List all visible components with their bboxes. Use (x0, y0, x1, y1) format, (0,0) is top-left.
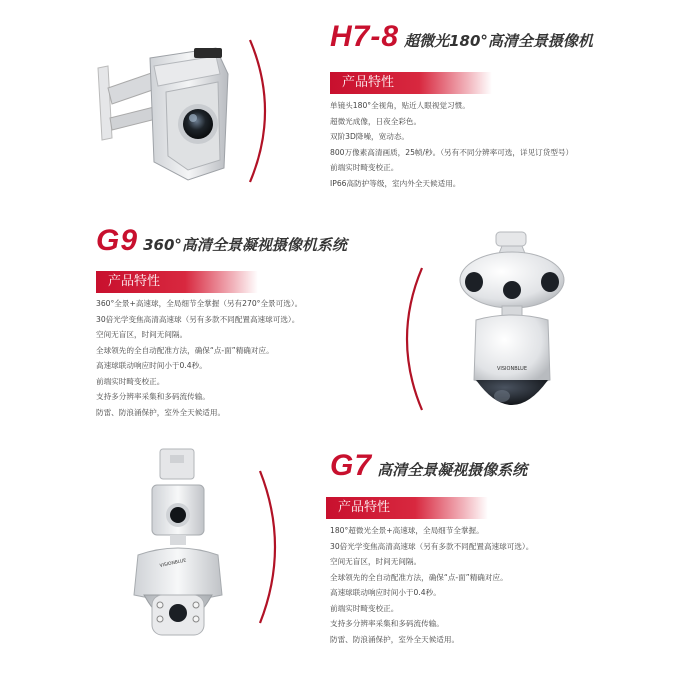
feature-item: 空间无盲区，时间无间隔。 (330, 557, 422, 566)
features-label: 产品特性 (96, 271, 258, 293)
feature-item: 360°全景+高速球，全局细节全掌握（另有270°全景可选）。 (96, 299, 303, 308)
features-label: 产品特性 (326, 497, 488, 519)
model-name: G7 (330, 449, 373, 482)
h7-8-heading (330, 20, 593, 54)
feature-item: 双阶3D降噪，宽动态。 (330, 132, 410, 141)
feature-list (96, 296, 302, 420)
g9-heading (96, 224, 347, 258)
brand-logo-text: VISIONBLUE (496, 366, 528, 372)
feature-item: 800万像素高清画质，25帧/秒。（另有不同分辨率可选，详见订货型号） (330, 147, 574, 157)
feature-item: 全球领先的全自动配准方法，确保“点-面”精确对应。 (96, 345, 274, 355)
product-section-h7-8 (0, 0, 690, 220)
brand-logo-text: VISIONBLUE (159, 558, 187, 569)
feature-item: 30倍光学变焦高清高速球（另有多款不同配置高速球可选）。 (96, 314, 300, 324)
feature-item: 超微光成像，日夜全彩色。 (330, 116, 422, 126)
features-label: 产品特性 (330, 72, 492, 94)
feature-item: 空间无盲区，时间无间隔。 (96, 330, 188, 339)
model-name: H7-8 (330, 20, 400, 53)
feature-item: 防雷、防浪涌保护，室外全天候适用。 (96, 407, 226, 417)
product-title: 360°高清全景凝视摄像机系统 (143, 236, 347, 254)
feature-list (330, 523, 533, 647)
feature-item: 前端实时畸变校正。 (96, 376, 165, 386)
feature-item: 30倍光学变焦高清高速球（另有多款不同配置高速球可选）。 (330, 541, 534, 551)
h7-8-camera-image (88, 28, 248, 198)
feature-item: 高速球联动响应时间小于0.4秒。 (96, 361, 207, 370)
product-title: 超微光180°高清全景摄像机 (404, 32, 593, 50)
feature-list (330, 98, 573, 191)
model-name: G9 (96, 224, 139, 257)
decorative-arc (244, 36, 284, 186)
product-title: 高清全景凝视摄像系统 (377, 461, 528, 479)
feature-item: 防雷、防浪涌保护，室外全天候适用。 (330, 634, 460, 644)
feature-item: 单镜头180°全视角，贴近人眼视觉习惯。 (330, 101, 470, 110)
feature-item: 前端实时畸变校正。 (330, 603, 399, 613)
product-section-g9 (0, 220, 690, 445)
decorative-arc (254, 467, 294, 627)
product-section-g7 (0, 445, 690, 676)
feature-item: 支持多分辨率采集和多码流传输。 (96, 392, 210, 401)
feature-item: 前端实时畸变校正。 (330, 163, 399, 172)
feature-item: 支持多分辨率采集和多码流传输。 (330, 619, 444, 628)
g9-camera-image (452, 230, 572, 430)
feature-item: 全球领先的全自动配准方法，确保“点-面”精确对应。 (330, 572, 508, 582)
feature-item: 高速球联动响应时间小于0.4秒。 (330, 588, 441, 597)
g7-heading (330, 449, 527, 483)
feature-item: IP66高防护等级，室内外全天候适用。 (330, 178, 461, 188)
feature-item: 180°超微光全景+高速球，全局细节全掌握。 (330, 526, 484, 535)
g7-camera-image (120, 445, 240, 655)
decorative-arc (388, 264, 428, 414)
